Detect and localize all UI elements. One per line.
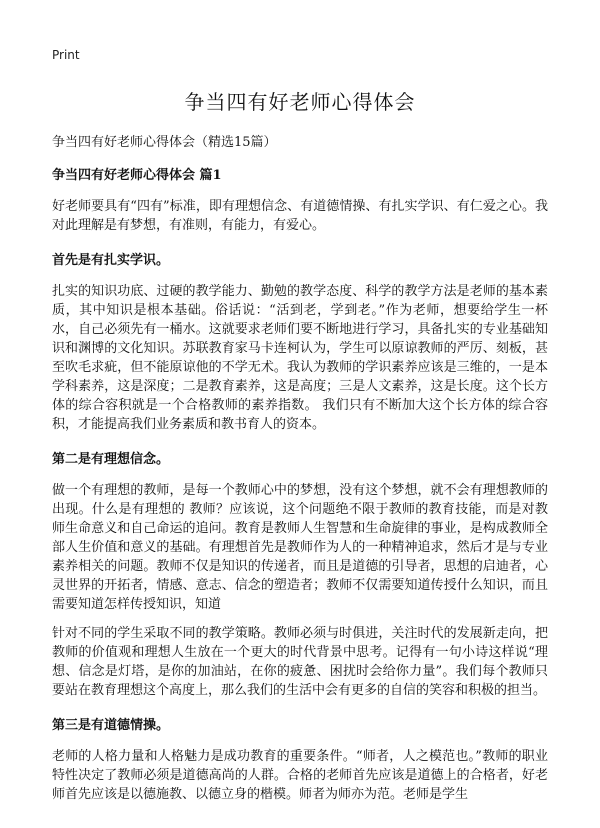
section-body-knowledge: 扎实的知识功底、过硬的教学能力、勤勉的教学态度、科学的教学方法是老师的基本素质，其中知识是根本基础。俗话说：“活到老，学到老。”作为老师，想要给学生一杯水，自己必须先有一桶水。这就要求老师们要不断地进行学习，具备扎实的专业基础知识和渊博的文化知识。苏联教育家马卡连柯认为，学生可以原谅教师的严厉、刻板，甚至吹毛求疵，但不能原谅他的不学无术。我认为教师的学识素养应该是三维的，一是本学科素养，这是深度；二是教育素养，这是高度；三是人文素养，这是长度。这个长方体的综合容积就是一个合格教师的素养指数。 我们只有不断加大这个长方体的综合容积，才能提高我们业务素质和教书育人的资本。 [52,284,548,432]
section-body-ethics: 老师的人格力量和人格魅力是成功教育的重要条件。“师者，人之模范也。”教师的职业特性决定了教师必须是道德高尚的人群。合格的老师首先应该是道德上的合格者，好老师首先应该是以德施教、以德立身的楷模。师者为师亦为范。老师是学生 [52,749,548,802]
section-body-ideals-part1: 做一个有理想的教师，是每一个教师心中的梦想，没有这个梦想，就不会有理想教师的出现。什么是有理想的 教师？应该说，这个问题绝不限于教师的教育技能，而是对教师生命意义和自己命运的追问。教育是教师人生智慧和生命旋律的事业，是构成教师全部人生价值和意义的基础。有理想首先是教师作为人的一种精神追求，然后才是与专业素养相关的问题。教师不仅是知识的传递者，而且是道德的引导者，思想的启迪者，心灵世界的开拓者，情感、意志、信念的塑造者；教师不仅需要知道传授什么知识，而且需要知道怎样传授知识，知道 [52,483,548,612]
section-heading-ethics: 第三是有道德情操。 [52,718,170,733]
section-heading-knowledge: 首先是有扎实学识。 [52,253,170,268]
page-title: 争当四有好老师心得体会 [184,90,416,114]
article-title: 争当四有好老师心得体会 篇1 [52,168,222,183]
document-subtitle: 争当四有好老师心得体会（精选15篇） [52,135,277,150]
intro-paragraph: 好老师要具有“四有”标准，即有理想信念、有道德情操、有扎实学识、有仁爱之心。我对此理解是有梦想，有准则，有能力，有爱心。 [52,199,548,233]
print-link[interactable]: Print [52,48,80,62]
section-heading-ideals: 第二是有理想信念。 [52,452,170,467]
section-body-ideals-part2: 针对不同的学生采取不同的教学策略。教师必须与时俱进，关注时代的发展新走向，把教师的价值观和理想人生放在一个更大的时代背景中思考。记得有一句小诗这样说“理想、信念是灯塔，是你的加油站，在你的疲惫、困扰时会给你力量”。我们每个教师只要站在教育理想这个高度上，那么我们的生活中会有更多的自信的笑容和积极的担当。 [52,626,548,698]
